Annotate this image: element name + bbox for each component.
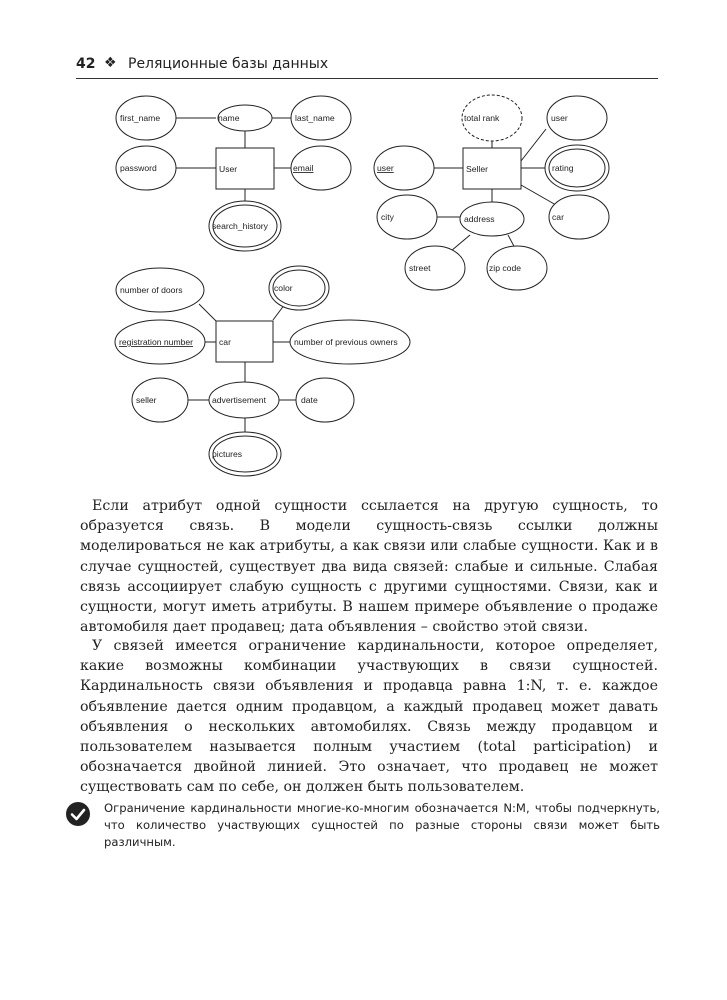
- attribute-name: [218, 105, 272, 131]
- header-separator-icon: ❖: [104, 55, 117, 71]
- svg-text:password: password: [120, 163, 157, 173]
- attribute-rating-multivalued: [545, 145, 609, 191]
- page-number: 42: [76, 56, 96, 72]
- er-diagram: [0, 0, 727, 480]
- svg-text:last_name: last_name: [295, 113, 335, 123]
- svg-text:seller: seller: [136, 395, 157, 405]
- svg-text:address: address: [464, 214, 495, 224]
- attribute-total-rank-derived: [462, 95, 522, 141]
- header-title: Реляционные базы данных: [128, 56, 329, 72]
- attribute-password: [116, 146, 176, 190]
- svg-text:registration number: registration number: [119, 337, 194, 347]
- svg-text:email: email: [293, 163, 314, 173]
- note-text: Ограничение кардинальности многие-ко-многим обозначается N:M, чтобы подчеркнуть, что количество участвующих сущностей по разные стороны связи может быть различным.: [104, 801, 660, 849]
- svg-text:Seller: Seller: [466, 164, 488, 174]
- svg-text:advertisement: advertisement: [212, 395, 266, 405]
- svg-text:street: street: [409, 263, 431, 273]
- attribute-last-name: [291, 96, 351, 140]
- attribute-pictures-multivalued: [209, 432, 281, 476]
- attribute-seller: [132, 378, 188, 422]
- svg-text:name: name: [218, 113, 240, 123]
- attribute-advertisement: [209, 382, 279, 418]
- svg-text:number of doors: number of doors: [120, 285, 183, 295]
- svg-text:User: User: [219, 164, 238, 174]
- attribute-color-multivalued: [269, 266, 329, 310]
- car-entity: [216, 321, 273, 362]
- attribute-email-key: [291, 146, 351, 190]
- attribute-registration-number-key: [115, 320, 205, 364]
- svg-text:user: user: [377, 163, 394, 173]
- user-entity: [216, 148, 274, 189]
- svg-text:first_name: first_name: [120, 113, 161, 123]
- svg-text:search_history: search_history: [212, 221, 268, 231]
- svg-text:rating: rating: [552, 163, 574, 173]
- seller-entity: [463, 148, 521, 189]
- svg-text:pictures: pictures: [212, 449, 243, 459]
- attribute-number-of-previous-owners: [290, 320, 410, 364]
- attribute-user-key: [374, 146, 434, 190]
- svg-text:color: color: [274, 283, 293, 293]
- svg-text:car: car: [552, 212, 564, 222]
- attribute-search-history-multivalued: [209, 201, 281, 251]
- attribute-number-of-doors: [116, 268, 204, 312]
- svg-text:date: date: [301, 395, 318, 405]
- attribute-first-name: [116, 96, 176, 140]
- attribute-date: [296, 378, 354, 422]
- attribute-city: [377, 195, 437, 239]
- svg-text:zip code: zip code: [489, 263, 522, 273]
- checkmark-icon: [66, 802, 90, 826]
- svg-text:city: city: [381, 212, 394, 222]
- svg-text:total rank: total rank: [464, 113, 500, 123]
- attribute-user: [547, 96, 607, 140]
- attribute-street: [405, 246, 465, 290]
- svg-text:car: car: [219, 337, 231, 347]
- svg-text:user: user: [551, 113, 568, 123]
- paragraph-2: У связей имеется ограничение кардинальности, которое определяет, какие возможны комбинации участвующих в связи сущностей. Кардинальность связи объявления и продавца равна 1:N, т. е. каждое объявление дается одним продавцом, а каждый продавец может давать объявления о нескольких автомобилях. Связь между продавцом и пользователем называется полным участием (total participation) и обозначается двойной линией. Это означает, что продавец не может существовать сам по себе, он должен быть пользователем.: [80, 638, 658, 796]
- attribute-address-composite: [460, 202, 524, 236]
- svg-text:number of previous owners: number of previous owners: [294, 337, 398, 347]
- attribute-zip-code: [487, 246, 547, 290]
- paragraph-1: Если атрибут одной сущности ссылается на другую сущность, то образуется связь. В модели сущность-связь ссылки должны моделироваться не как атрибуты, а как связи или слабые сущности. Как и в случае сущностей, существует два вида связей: слабые и сильные. Слабая связь ассоциирует слабую сущность с другими сущностями. Связи, как и сущности, могут иметь атрибуты. В нашем примере объявление о продаже автомобиля дает продавец; дата объявления – свойство этой связи.: [80, 498, 658, 636]
- attribute-car: [549, 195, 609, 239]
